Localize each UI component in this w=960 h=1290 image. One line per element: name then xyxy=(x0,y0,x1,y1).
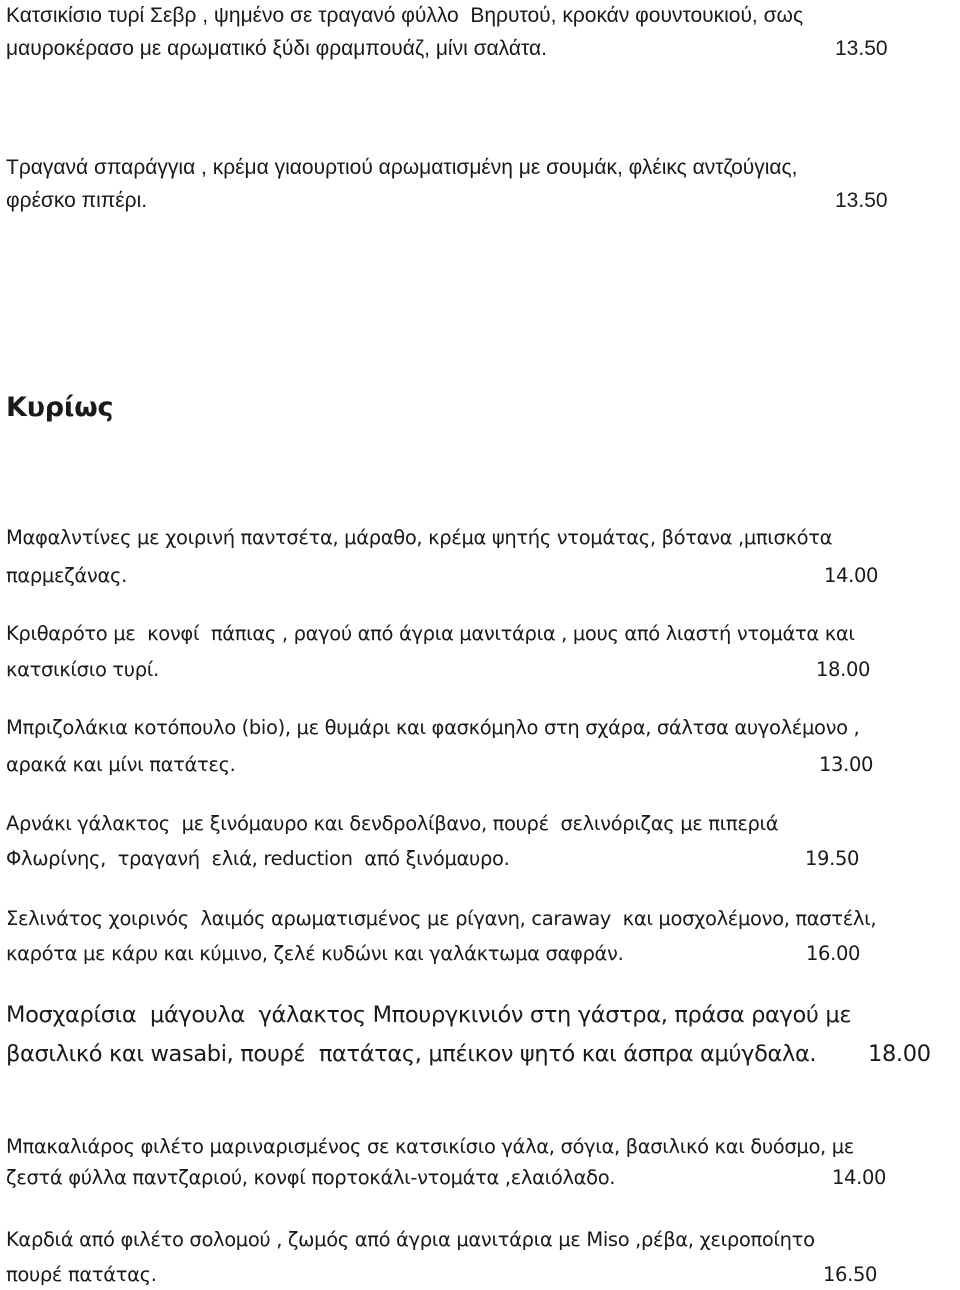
menu-item-description-line: Μοσχαρίσια μάγουλα γάλακτος Μπουργκινιόν στη γάστρα, πράσα ραγού με xyxy=(6,1002,852,1028)
menu-item-description-line: Μπριζολάκια κοτόπουλο (bio), με θυμάρι και φασκόμηλο στη σχάρα, σάλτσα αυγολέμονο , xyxy=(6,716,860,739)
menu-item-description-line: Σελινάτος χοιρινός λαιμός αρωματισμένος με ρίγανη, caraway και μοσχολέμονο, παστέλι, xyxy=(6,907,877,930)
menu-item-description-line: κατσικίσιο τυρί. xyxy=(6,658,159,681)
menu-item-description-line: παρμεζάνας. xyxy=(6,564,127,587)
menu-item-description-line: Κατσικίσιο τυρί Σεβρ , ψημένο σε τραγανό φύλλο Βηρυτού, κροκάν φουντουκιού, σως xyxy=(6,4,804,27)
section-heading: Κυρίως xyxy=(6,392,114,423)
menu-item-price: 14.00 xyxy=(832,1166,887,1189)
menu-item-description-line: Αρνάκι γάλακτος με ξινόμαυρο και δενδρολίβανο, πουρέ σελινόριζας με πιπεριά xyxy=(6,812,779,835)
menu-item-price: 19.50 xyxy=(805,847,860,870)
menu-item-description-line: ζεστά φύλλα παντζαριού, κονφί πορτοκάλι-ντομάτα ,ελαιόλαδο. xyxy=(6,1166,616,1189)
menu-item-price: 16.00 xyxy=(806,942,861,965)
menu-item-description-line: φρέσκο πιπέρι. xyxy=(6,189,148,212)
menu-item-price: 14.00 xyxy=(824,564,879,587)
menu-item-description-line: Καρδιά από φιλέτο σολομού , ζωμός από άγρια μανιτάρια με Miso ,ρέβα, χειροπoίητο xyxy=(6,1228,815,1251)
menu-item-description-line: Μπακαλιάρος φιλέτο μαριναρισμένος σε κατσικίσιο γάλα, σόγια, βασιλικό και δυόσμο, με xyxy=(6,1135,854,1158)
menu-item-price: 13.50 xyxy=(835,37,888,60)
menu-item-description-line: Κριθαρότο με κονφί πάπιας , ραγού από άγρια μανιτάρια , μους από λιαστή ντομάτα και xyxy=(6,622,855,645)
menu-item-description-line: Μαφαλντίνες με χοιρινή παντσέτα, μάραθο, κρέμα ψητής ντομάτας, βότανα ,μπισκότα xyxy=(6,526,833,549)
menu-item-description-line: πουρέ πατάτας. xyxy=(6,1263,157,1286)
menu-item-description-line: Τραγανά σπαράγγια , κρέμα γιαουρτιού αρωματισμένη με σουμάκ, φλέικς αντζούγιας, xyxy=(6,156,798,179)
menu-item-description-line: Φλωρίνης, τραγανή ελιά, reduction από ξινόμαυρο. xyxy=(6,847,510,870)
menu-item-price: 18.00 xyxy=(868,1041,931,1067)
menu-item-description-line: καρότα με κάρυ και κύμινο, ζελέ κυδώνι και γαλάκτωμα σαφράν. xyxy=(6,942,624,965)
menu-item-price: 18.00 xyxy=(816,658,871,681)
menu-item-price: 13.50 xyxy=(835,189,888,212)
menu-item-description-line: αρακά και μίνι πατάτες. xyxy=(6,753,236,776)
menu-item-description-line: βασιλικό και wasabi, πουρέ πατάτας, μπέικον ψητό και άσπρα αμύγδαλα. xyxy=(6,1041,817,1067)
menu-item-description-line: μαυροκέρασο με αρωματικό ξύδι φραμπουάζ, μίνι σαλάτα. xyxy=(6,37,547,60)
menu-item-price: 16.50 xyxy=(823,1263,878,1286)
menu-item-price: 13.00 xyxy=(819,753,874,776)
